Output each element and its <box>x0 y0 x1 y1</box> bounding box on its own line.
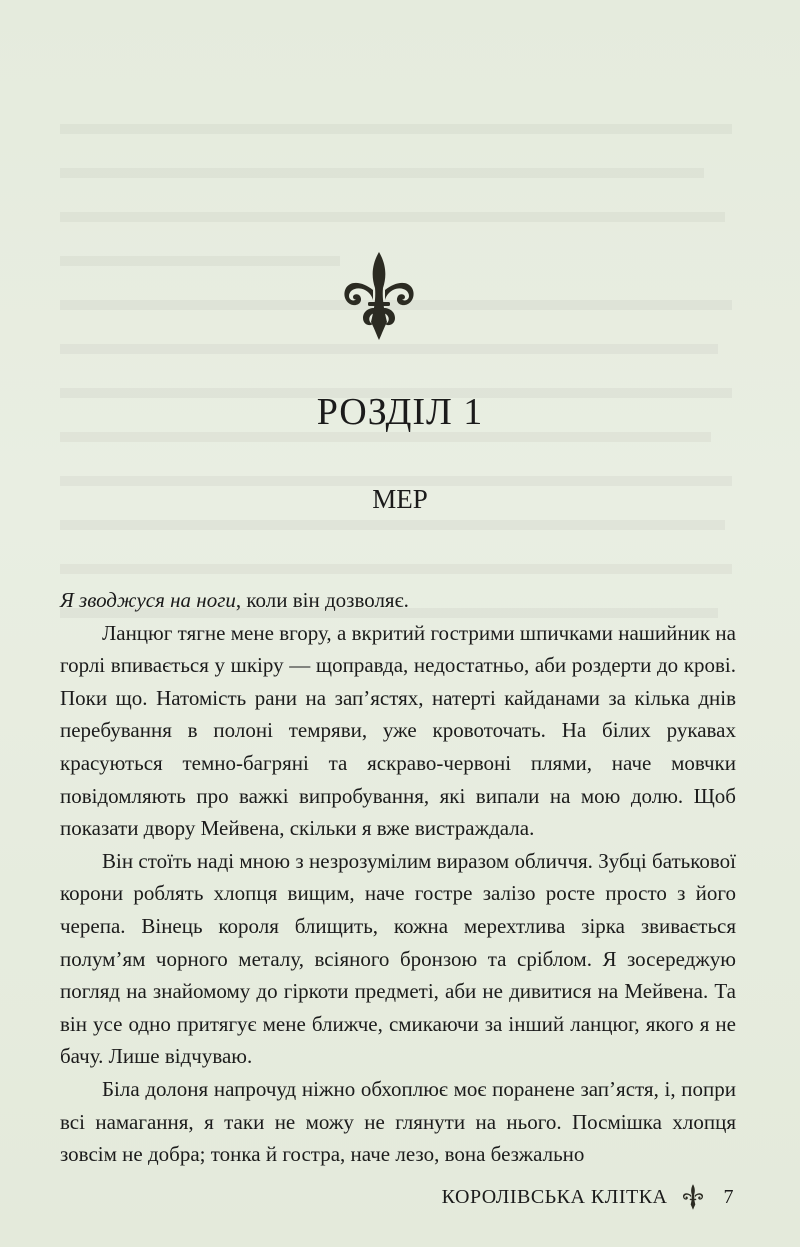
fleur-de-lis-icon <box>341 250 417 342</box>
italic-lead: Я зводжуся на ноги <box>60 588 236 612</box>
book-title: КОРОЛІВСЬКА КЛІТКА <box>441 1185 668 1208</box>
paragraph: Він стоїть наді мною з незрозумілим виразом обличчя. Зубці батькової корони роблять хлопця вищим, наче гостре залізо росте просто з його черепа. Вінець короля блищить, кожна мерехтлива зірка звивається полум’ям чорного металу, всіяного бронзою та сріблом. Я зосереджую погляд на знайомому до гіркоти предметі, аби не дивитися на Мейвена. Та він усе одно притягує мене ближче, смикаючи за інший ланцюг, якого я не бачу. Лише відчуваю. <box>60 848 736 1069</box>
page-number: 7 <box>723 1185 734 1208</box>
paragraph: Ланцюг тягне мене вгору, а вкритий гострими шпичками нашийник на горлі впивається у шкіру — щоправда, недостатньо, аби роздерти до крові. Поки що. Натомість рани на зап’ястях, натерті кайданами за кілька днів перебування в полоні темряви, уже кровоточать. На білих рукавах красуються темно-багряні та яскраво-червоні плями, наче мовчки повідомляють про важкі випробування, які випали на мою долю. Щоб показати двору Мейвена, скільки я вже вистраждала. <box>60 620 736 841</box>
body-text <box>60 584 736 1171</box>
bleed-through-texture <box>60 110 760 638</box>
fleur-de-lis-small-icon <box>682 1183 704 1211</box>
paragraph: Біла долоня напрочуд ніжно обхоплює моє поранене зап’ястя, і, попри всі намагання, я таки не можу не глянути на нього. Посмішка хлопця зовсім не добра; тонка й гостра, наче лезо, вона безжально <box>60 1076 736 1167</box>
chapter-title: РОЗДІЛ 1 <box>316 391 484 433</box>
paragraph <box>60 584 736 617</box>
chapter-subtitle: МЕР <box>372 484 428 514</box>
running-footer <box>442 1183 734 1211</box>
paragraph-text: , коли він дозволяє. <box>235 588 409 612</box>
